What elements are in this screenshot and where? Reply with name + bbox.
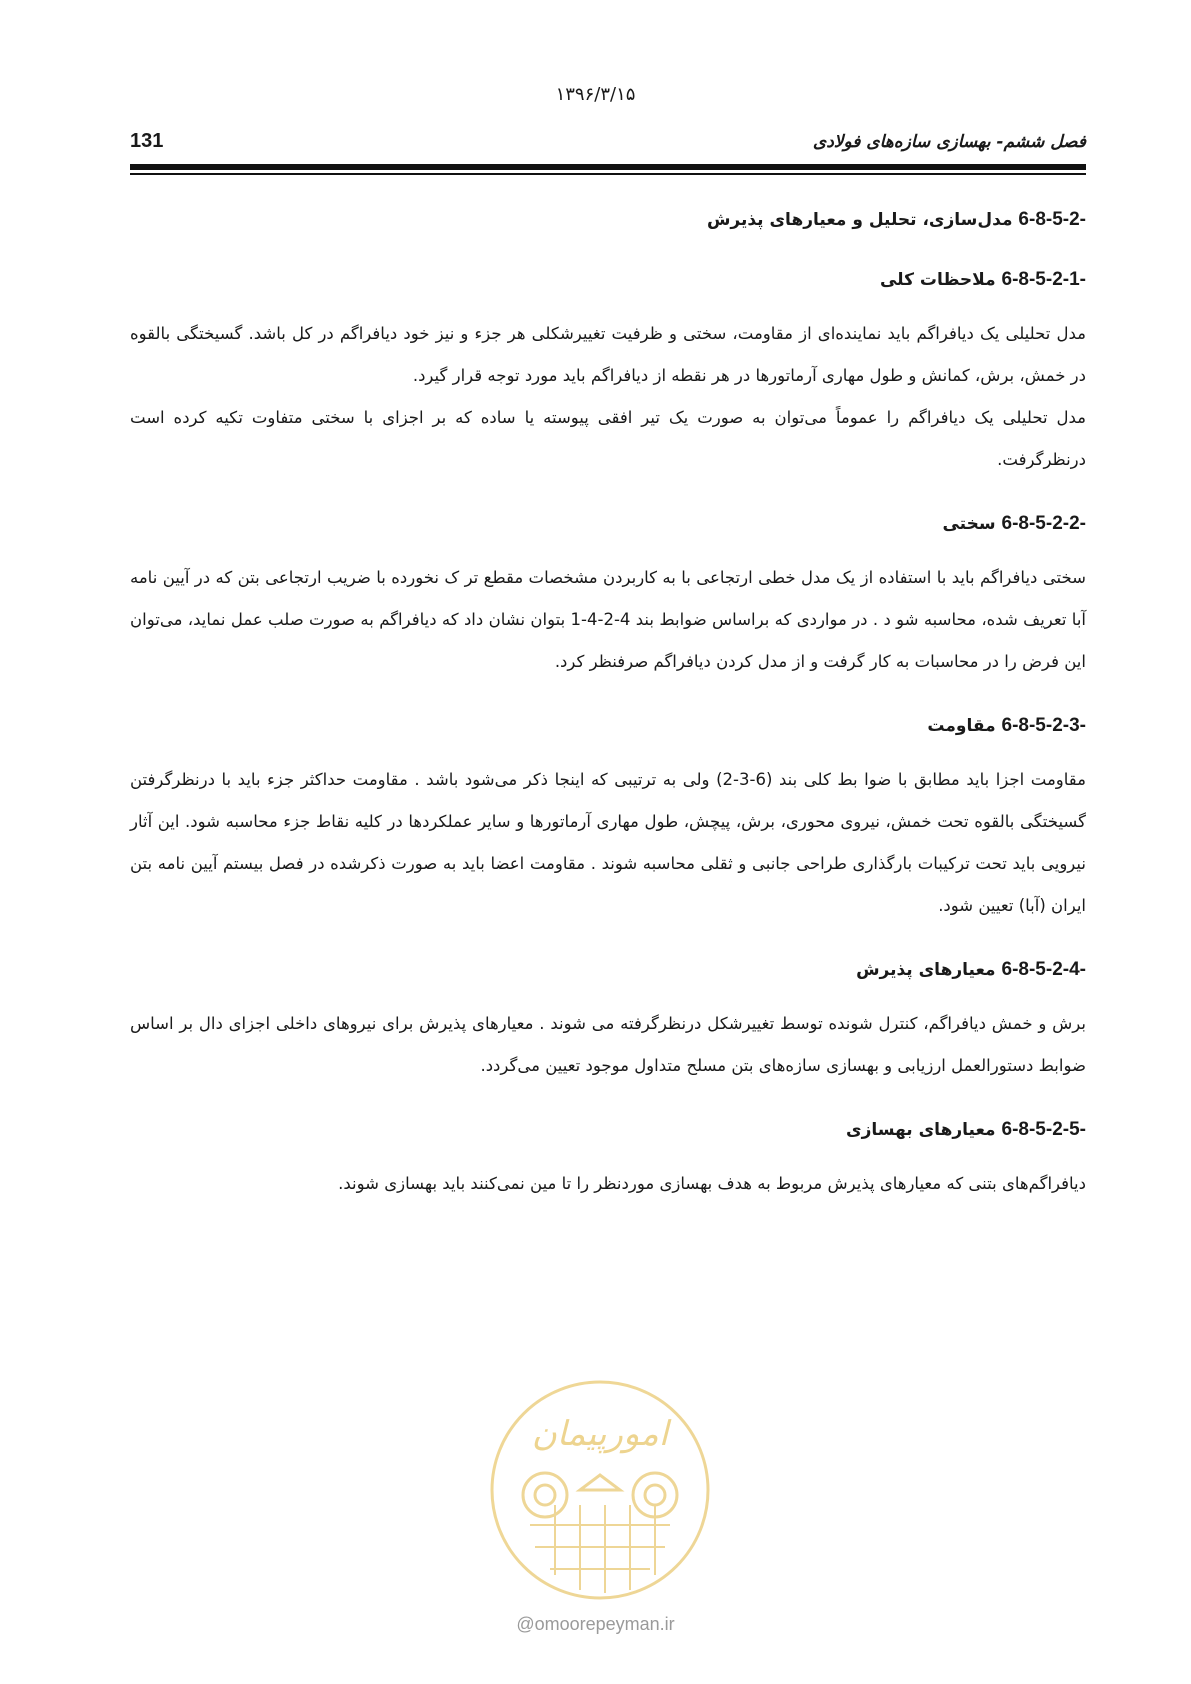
paragraph: برش و خمش دیافراگم، کنترل شونده توسط تغییرشکل درنظرگرفته می شوند . معیارهای پذیرش برای نیروهای داخلی اجزای دال بر اساس ضوابط دستورالعمل ارزیابی و بهسازی سازه‌های بتن مسلح متداول موجود تعیین می‌گردد.	[130, 1014, 1086, 1075]
chapter-title: فصل ششم- بهسازی سازه‌های فولادی	[812, 132, 1086, 152]
paragraph: مقاومت اجزا باید مطابق با ضوا بط کلی بند (6-3-2) ولی به ترتیبی که اینجا ذکر می‌شود باشد . مقاومت حداکثر جزء باید با درنظرگرفتن گسیختگی بالقوه تحت خمش، نیروی محوری، برش، پیچش، طول مهاری آرماتورها و سایر عملکردها در کلیه نقاط جزء محاسبه شود. این آثار نیرویی باید تحت ترکیبات بارگذاری طراحی جانبی و ثقلی محاسبه شوند . مقاومت اعضا باید به صورت ذکرشده در فصل بیستم آیین نامه بتن ایران (آبا) تعیین شود.	[130, 770, 1086, 915]
section-heading	[130, 711, 1086, 741]
seal-text: امورپیمان	[531, 1414, 669, 1454]
section-heading	[130, 955, 1086, 985]
section-number: 6-8-5-2-2-	[1001, 513, 1086, 534]
section-number: 6-8-5-2-1-	[1001, 269, 1086, 290]
section-heading	[130, 205, 1086, 235]
watermark-seal-icon	[485, 1375, 715, 1605]
section-heading	[130, 1115, 1086, 1145]
section-number: 6-8-5-2-4-	[1001, 959, 1086, 980]
header-rule-thick	[130, 164, 1086, 170]
watermark-website: @omoorepeyman.ir	[516, 1614, 675, 1634]
section-title: مقاومت	[927, 716, 996, 736]
section-title: ملاحظات کلی	[879, 270, 996, 290]
section-title: سختی	[942, 514, 996, 534]
section-title: معیارهای پذیرش	[856, 960, 996, 980]
paragraph: مدل تحلیلی یک دیافراگم را عموماً می‌توان به صورت یک تیر افقی پیوسته یا ساده که بر اجزای با سختی متفاوت تکیه کرده است درنظرگرفت.	[130, 408, 1086, 469]
header-rule-thin	[130, 173, 1086, 175]
section-number: 6-8-5-2-	[1018, 209, 1086, 230]
paragraph: دیافراگم‌های بتنی که معیارهای پذیرش مربوط به هدف بهسازی موردنظر را تا مین نمی‌کنند باید بهسازی شوند.	[338, 1174, 1086, 1193]
paragraph: مدل تحلیلی یک دیافراگم باید نماینده‌ای از مقاومت، سختی و ظرفیت تغییرشکلی هر جزء و نیز خود دیافراگم در کل باشد. گسیختگی بالقوه در خمش، برش، کمانش و طول مهاری آرماتورها در هر نقطه از دیافراگم باید مورد توجه قرار گیرد.	[130, 324, 1086, 385]
page-date: ۱۳۹۶/۳/۱۵	[555, 84, 636, 105]
section-number: 6-8-5-2-3-	[1001, 715, 1086, 736]
page-number: 131	[130, 130, 164, 152]
paragraph: سختی دیافراگم باید با استفاده از یک مدل خطی ارتجاعی با به کاربردن مشخصات مقطع تر ک نخورده با ضریب ارتجاعی بتن که در آیین نامه آبا تعریف شده، محاسبه شو د . در مواردی که براساس ضوابط بند 4-2-4-1 بتوان نشان داد که دیافراگم به صورت صلب عمل نماید، می‌توان این فرض را در محاسبات به کار گرفت و از مدل کردن دیافراگم صرفنظر کرد.	[130, 568, 1086, 671]
section-title: مدل‌سازی، تحلیل و معیارهای پذیرش	[706, 210, 1013, 230]
section-heading	[130, 265, 1086, 295]
section-title: معیارهای بهسازی	[846, 1120, 996, 1140]
section-heading	[130, 509, 1086, 539]
page-header	[130, 130, 1086, 160]
section-number: 6-8-5-2-5-	[1001, 1119, 1086, 1140]
document-body	[130, 205, 1086, 1205]
